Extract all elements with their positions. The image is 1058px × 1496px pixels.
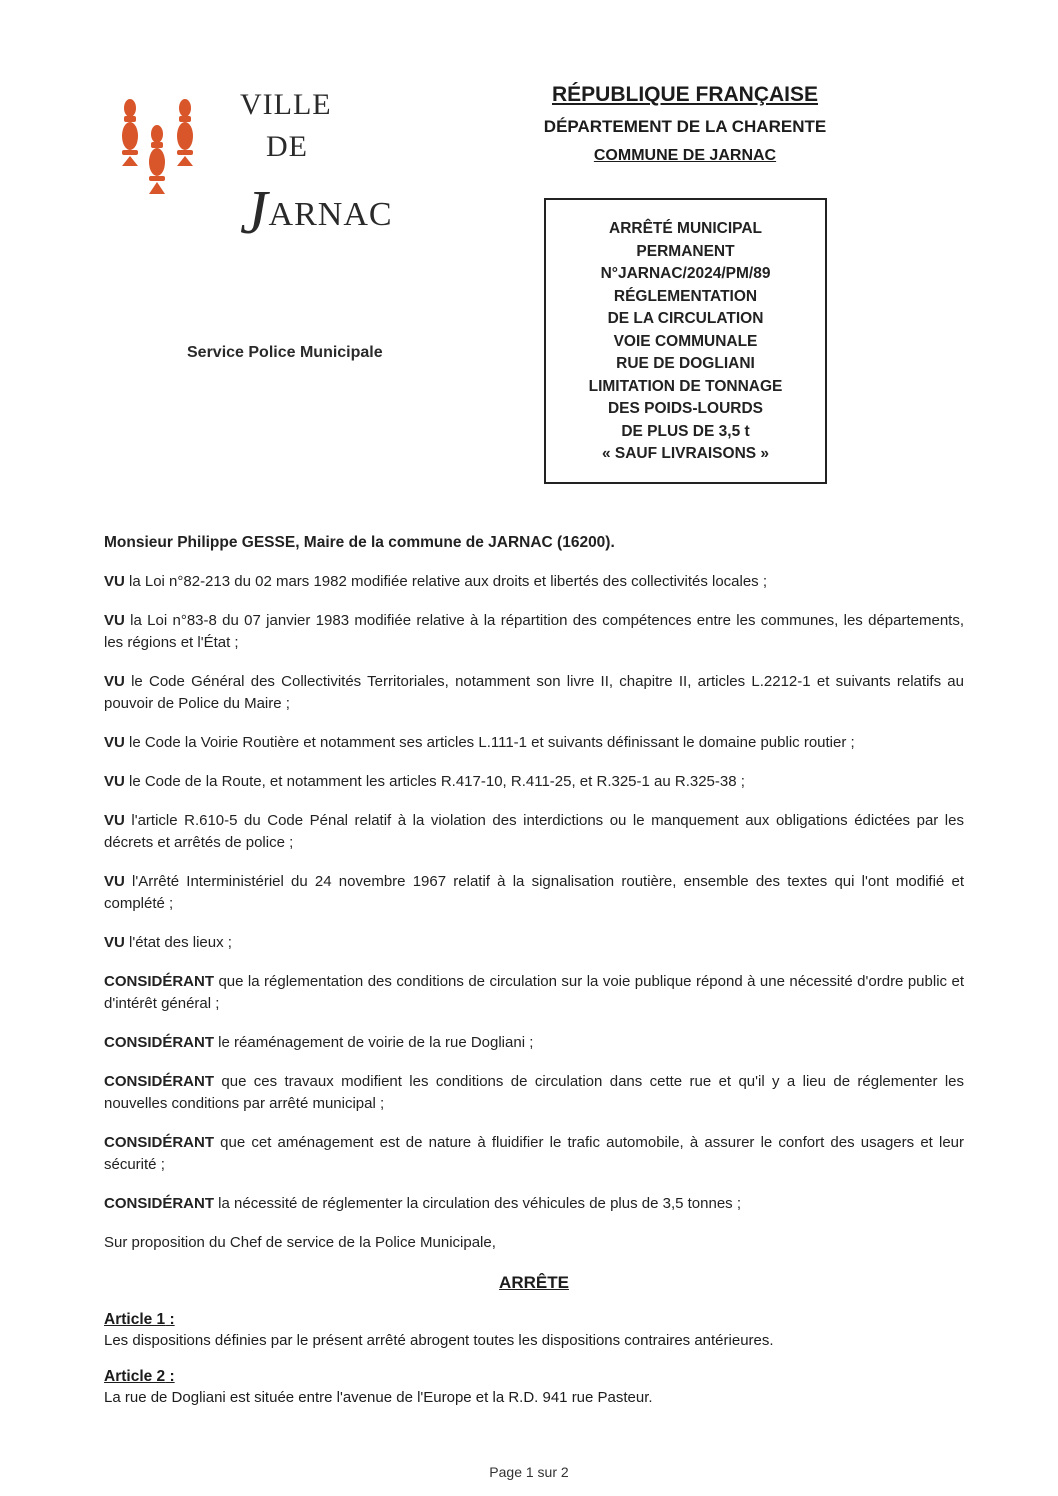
paragraph-lead: VU xyxy=(104,573,125,590)
paragraph-lead: VU xyxy=(104,873,125,890)
paragraph-lead: VU xyxy=(104,812,125,829)
paragraph-text: Sur proposition du Chef de service de la Police Municipale, xyxy=(104,1234,496,1251)
paragraph-lead: VU xyxy=(104,934,125,951)
paragraph-lead: CONSIDÉRANT xyxy=(104,1195,215,1212)
paragraph xyxy=(104,771,964,793)
article-colon: : xyxy=(165,1311,175,1328)
republic-title: RÉPUBLIQUE FRANÇAISE xyxy=(551,83,819,106)
departement-title: DÉPARTEMENT DE LA CHARENTE xyxy=(543,117,827,136)
ville-de-jarnac-logo xyxy=(112,86,393,247)
paragraph xyxy=(104,1193,964,1215)
document-body xyxy=(104,532,964,1423)
paragraph-lead: VU xyxy=(104,673,125,690)
paragraph-text: que cet aménagement est de nature à fluidifier le trafic automobile, à assurer le confort des usagers et leur sécurité ; xyxy=(104,1134,964,1173)
paragraph-text: la nécessité de réglementer la circulation des véhicules de plus de 3,5 tonnes ; xyxy=(214,1195,741,1212)
paragraph xyxy=(104,932,964,954)
article-text: Les dispositions définies par le présent arrêté abrogent toutes les dispositions contraires antérieures. xyxy=(104,1332,774,1349)
box-line: RÉGLEMENTATION xyxy=(613,287,758,305)
paragraph xyxy=(104,610,964,654)
box-line: « SAUF LIVRAISONS » xyxy=(601,445,770,462)
paragraph-text: que ces travaux modifient les conditions de circulation dans cette rue et qu'il y a lieu de réglementer les nouvelles conditions par arrêté municipal ; xyxy=(104,1073,964,1112)
box-line: RUE DE DOGLIANI xyxy=(616,355,755,372)
paragraph xyxy=(104,1032,964,1054)
commune-title: COMMUNE DE JARNAC xyxy=(593,147,777,164)
paragraph-text: la Loi n°82-213 du 02 mars 1982 modifiée relative aux droits et libertés des collectivités locales ; xyxy=(124,573,768,590)
box-line: DE LA CIRCULATION xyxy=(607,310,764,327)
box-line: VOIE COMMUNALE xyxy=(613,332,758,350)
header-block xyxy=(520,80,850,168)
logo-de-text: DE xyxy=(266,130,308,163)
paragraph-text: le Code de la Route, et notamment les articles R.417-10, R.411-25, et R.325-1 au R.325-38 ; xyxy=(124,773,745,790)
box-line: DE PLUS DE 3,5 t xyxy=(621,422,750,440)
page-number: Page 1 sur 2 xyxy=(489,1464,569,1480)
paragraph-text: l'état des lieux ; xyxy=(124,934,232,951)
paragraph-lead: CONSIDÉRANT xyxy=(104,1134,215,1151)
logo-jarnac-rest: ARNAC xyxy=(268,196,393,233)
article-text: La rue de Dogliani est située entre l'avenue de l'Europe et la R.D. 941 rue Pasteur. xyxy=(104,1389,653,1406)
intro-line: Monsieur Philippe GESSE, Maire de la commune de JARNAC (16200). xyxy=(104,534,615,551)
paragraph-text: le Code Général des Collectivités Territoriales, notamment son livre II, chapitre II, articles L.2212-1 et suivants relatifs au pouvoir de Police du Maire ; xyxy=(104,673,964,712)
fish-emblem-icon xyxy=(112,86,212,206)
paragraph xyxy=(104,1232,964,1254)
paragraph-lead: CONSIDÉRANT xyxy=(104,1034,215,1051)
paragraph-text: le réaménagement de voirie de la rue Dogliani ; xyxy=(214,1034,534,1051)
paragraph-text: le Code la Voirie Routière et notamment ses articles L.111-1 et suivants définissant le domaine public routier ; xyxy=(124,734,855,751)
paragraph xyxy=(104,732,964,754)
paragraph xyxy=(104,671,964,715)
article-heading xyxy=(104,1309,964,1330)
paragraph xyxy=(104,810,964,854)
article-title: Article 2 xyxy=(104,1368,166,1385)
paragraph-lead: CONSIDÉRANT xyxy=(104,973,215,990)
logo-jarnac-text xyxy=(240,170,393,247)
paragraph-text: la Loi n°83-8 du 07 janvier 1983 modifiée relative à la répartition des compétences entre les communes, les départements, les régions et l'État ; xyxy=(104,612,964,651)
paragraph-text: que la réglementation des conditions de circulation sur la voie publique répond à une nécessité d'ordre public et d'intérêt général ; xyxy=(104,973,964,1012)
paragraph xyxy=(104,1071,964,1115)
paragraph-lead: VU xyxy=(104,612,125,629)
box-line: ARRÊTÉ MUNICIPAL xyxy=(609,220,762,237)
logo-ville-text: VILLE xyxy=(240,88,332,121)
paragraph xyxy=(104,971,964,1015)
paragraph-text: l'article R.610-5 du Code Pénal relatif à la violation des interdictions ou le manquement aux obligations édictées par les décrets et arrêtés de police ; xyxy=(104,812,964,851)
paragraph-text: l'Arrêté Interministériel du 24 novembre 1967 relatif à la signalisation routière, ensemble des textes qui l'ont modifié et complété ; xyxy=(104,873,964,912)
box-line: DES POIDS-LOURDS xyxy=(607,400,763,417)
article-title: Article 1 xyxy=(104,1311,166,1328)
arrete-summary-box xyxy=(544,198,827,484)
box-line: N°JARNAC/2024/PM/89 xyxy=(600,265,771,282)
box-line: PERMANENT xyxy=(636,242,735,260)
paragraph-lead: VU xyxy=(104,734,125,751)
logo-j-initial: J xyxy=(240,179,269,247)
article-heading xyxy=(104,1366,964,1387)
paragraph-lead: CONSIDÉRANT xyxy=(104,1073,215,1090)
box-line: LIMITATION DE TONNAGE xyxy=(588,377,783,395)
paragraph-lead: VU xyxy=(104,773,125,790)
paragraph xyxy=(104,571,964,593)
arrete-heading: ARRÊTE xyxy=(499,1273,569,1292)
service-label: Service Police Municipale xyxy=(187,344,383,361)
paragraph xyxy=(104,871,964,915)
paragraph xyxy=(104,1132,964,1176)
article-colon: : xyxy=(165,1368,175,1385)
